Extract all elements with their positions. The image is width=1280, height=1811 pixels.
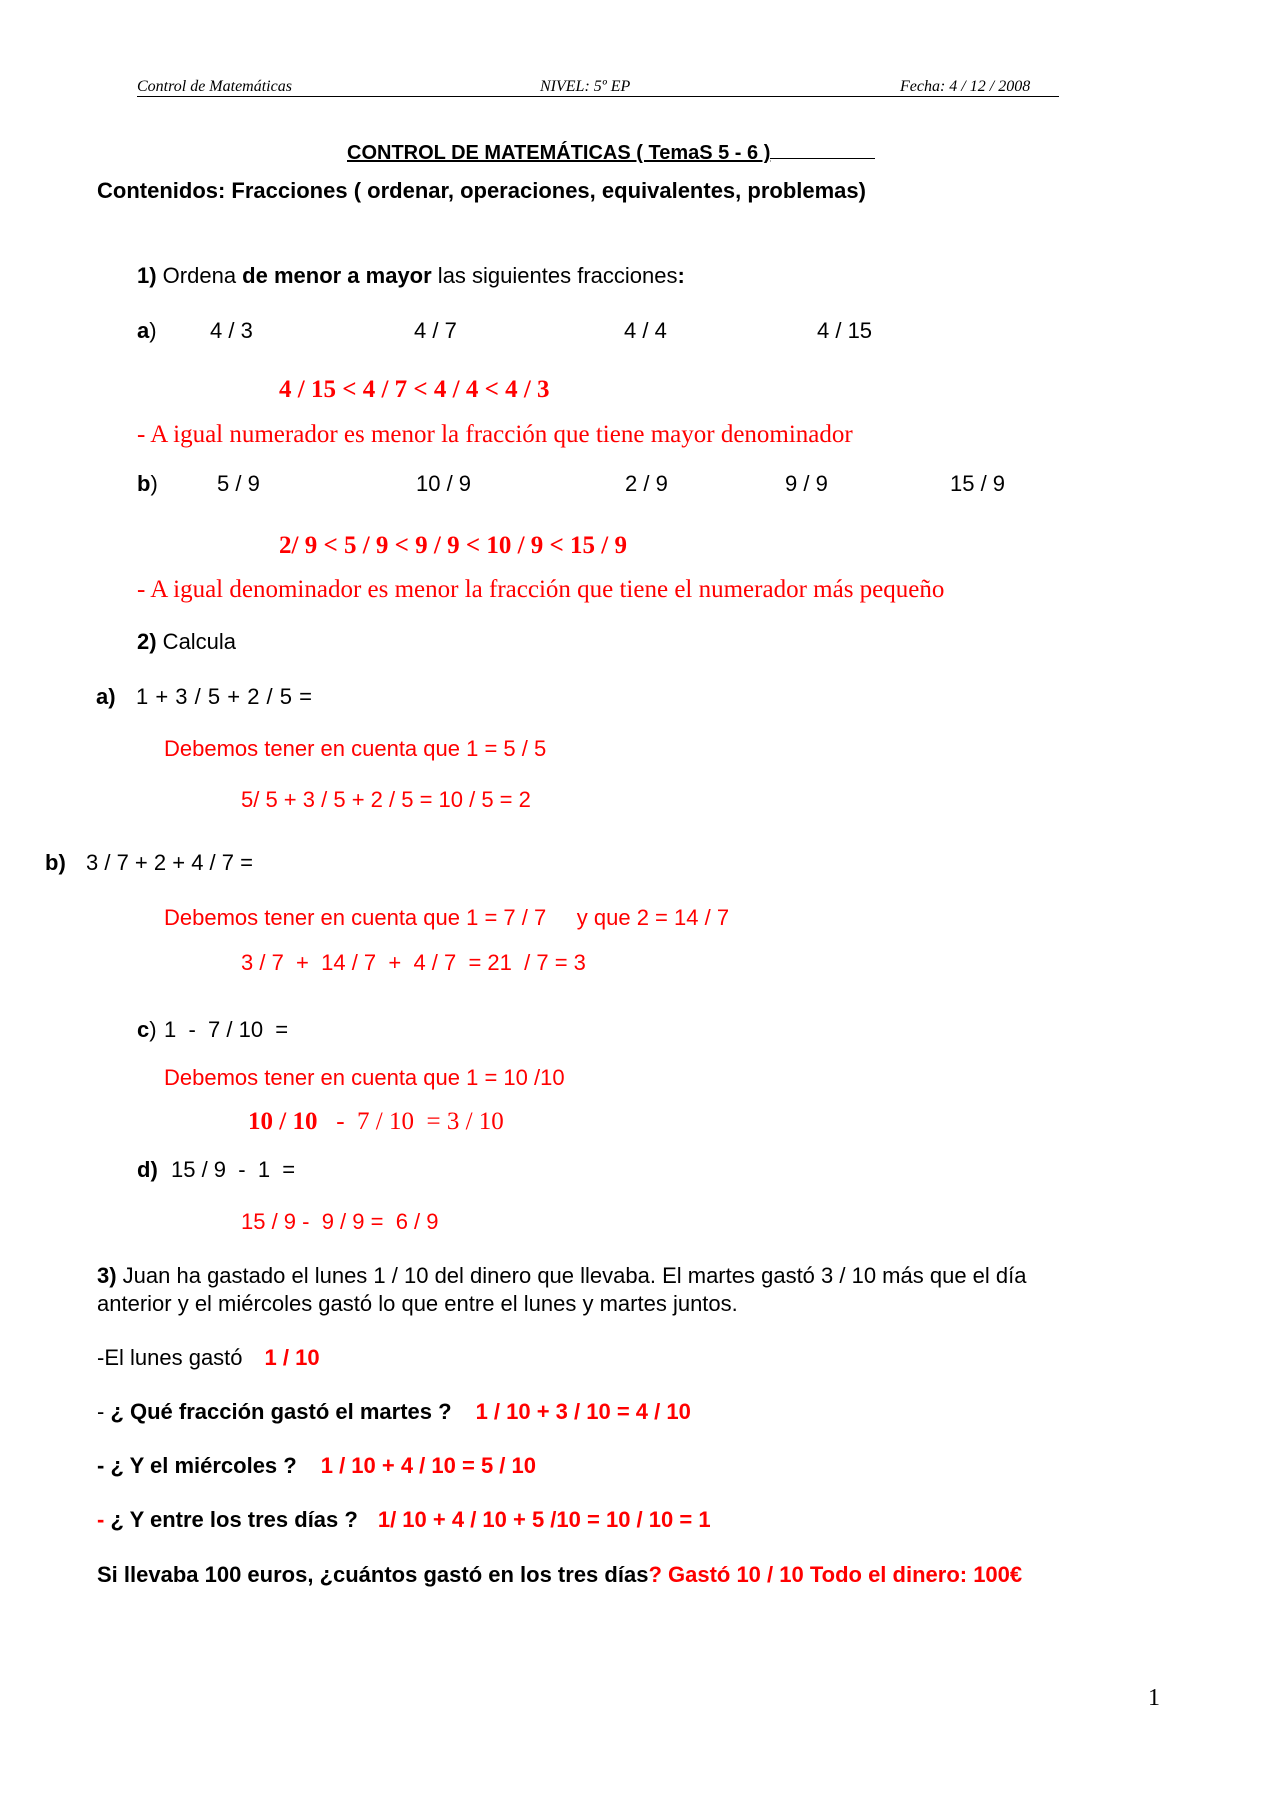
q2c-expression: 1 - 7 / 10 = bbox=[164, 1017, 289, 1042]
q2a-label: a) bbox=[96, 684, 116, 709]
q1a-paren: ) bbox=[149, 318, 157, 343]
q1b-letter: b bbox=[137, 471, 151, 496]
q2a-note: Debemos tener en cuenta que 1 = 5 / 5 bbox=[164, 736, 547, 761]
q2d-label: d) bbox=[137, 1157, 158, 1182]
q3-wednesday bbox=[97, 1453, 536, 1479]
title-text: CONTROL DE MATEMÁTICAS ( TemaS 5 - 6 ) bbox=[347, 142, 771, 164]
q2-prompt bbox=[137, 629, 236, 655]
q1-bold: de menor a mayor bbox=[242, 263, 432, 288]
q1a-note: - A igual numerador es menor la fracción que tiene mayor denominador bbox=[137, 421, 853, 448]
q3-line-1-text: Juan ha gastado el lunes 1 / 10 del dinero que llevaba. El martes gastó 3 / 10 más que el día bbox=[116, 1263, 1027, 1288]
q1b-fraction-1: 5 / 9 bbox=[217, 471, 260, 496]
q3-three-question: ¿ Y entre los tres días ? bbox=[104, 1507, 358, 1532]
q1-colon: : bbox=[677, 263, 685, 288]
q2c-label bbox=[137, 1017, 157, 1043]
q3-final-question: Si llevaba 100 euros, ¿cuántos gastó en los tres días bbox=[97, 1562, 649, 1587]
q3-tuesday-answer: 1 / 10 + 3 / 10 = 4 / 10 bbox=[475, 1399, 691, 1424]
q3-final-answer: ? Gastó 10 / 10 Todo el dinero: 100€ bbox=[648, 1562, 1023, 1587]
q2a-expression: 1 + 3 / 5 + 2 / 5 = bbox=[136, 684, 312, 709]
q1b-fraction-2: 10 / 9 bbox=[416, 471, 472, 496]
q1a-fraction-3: 4 / 4 bbox=[624, 318, 667, 343]
q1a-fraction-4: 4 / 15 bbox=[817, 318, 873, 343]
q2b-answer: 3 / 7 + 14 / 7 + 4 / 7 = 21 / 7 = 3 bbox=[241, 950, 586, 975]
q2-text: Calcula bbox=[156, 629, 237, 654]
q2d-answer: 15 / 9 - 9 / 9 = 6 / 9 bbox=[241, 1209, 439, 1234]
q2c-answer-rest: - 7 / 10 = 3 / 10 bbox=[317, 1108, 504, 1135]
q1a-letter: a bbox=[137, 318, 150, 343]
header-left: Control de Matemáticas bbox=[137, 78, 292, 95]
q2b-expression: 3 / 7 + 2 + 4 / 7 = bbox=[86, 850, 253, 875]
header-center: NIVEL: 5º EP bbox=[540, 78, 631, 95]
q3-three-dash: - bbox=[97, 1507, 105, 1532]
q2c-paren: ) bbox=[149, 1017, 157, 1042]
header-right: Fecha: 4 / 12 / 2008 bbox=[900, 78, 1031, 95]
q3-line-1 bbox=[97, 1263, 1027, 1289]
page-number: 1 bbox=[1148, 1685, 1160, 1711]
q1-number: 1) bbox=[137, 263, 157, 288]
q1-post: las siguientes fracciones bbox=[431, 263, 678, 288]
q2c-answer bbox=[248, 1108, 504, 1136]
q1a-fraction-1: 4 / 3 bbox=[210, 318, 253, 343]
q2-number: 2) bbox=[137, 629, 157, 654]
q3-final bbox=[97, 1562, 1022, 1588]
q1b-note: - A igual denominador es menor la fracción que tiene el numerador más pequeño bbox=[137, 576, 945, 603]
q2d-expression: 15 / 9 - 1 = bbox=[171, 1157, 296, 1182]
q3-number: 3) bbox=[97, 1263, 117, 1288]
q1-prompt bbox=[137, 263, 685, 289]
q1-pre: Ordena bbox=[156, 263, 243, 288]
q1b-paren: ) bbox=[150, 471, 158, 496]
document-title bbox=[347, 138, 875, 165]
q3-wednesday-answer: 1 / 10 + 4 / 10 = 5 / 10 bbox=[320, 1453, 536, 1478]
q2c-note: Debemos tener en cuenta que 1 = 10 /10 bbox=[164, 1065, 565, 1090]
q2c-answer-bold: 10 / 10 bbox=[248, 1108, 318, 1135]
q1b-fraction-3: 2 / 9 bbox=[625, 471, 668, 496]
q3-three-days bbox=[97, 1507, 711, 1533]
contents-line: Contenidos: Fracciones ( ordenar, operaciones, equivalentes, problemas) bbox=[97, 178, 866, 203]
q2a-answer: 5/ 5 + 3 / 5 + 2 / 5 = 10 / 5 = 2 bbox=[241, 787, 531, 812]
q3-tuesday-dash: - bbox=[97, 1399, 111, 1424]
q3-line-2: anterior y el miércoles gastó lo que entre el lunes y martes juntos. bbox=[97, 1291, 738, 1316]
q3-tuesday-question: ¿ Qué fracción gastó el martes ? bbox=[110, 1399, 452, 1424]
q2b-note: Debemos tener en cuenta que 1 = 7 / 7 y que 2 = 14 / 7 bbox=[164, 905, 730, 930]
q1a-answer: 4 / 15 < 4 / 7 < 4 / 4 < 4 / 3 bbox=[279, 376, 550, 403]
header-rule bbox=[137, 96, 1059, 97]
q1a-label bbox=[137, 318, 157, 344]
q1b-answer: 2/ 9 < 5 / 9 < 9 / 9 < 10 / 9 < 15 / 9 bbox=[279, 532, 627, 559]
q3-wednesday-question: - ¿ Y el miércoles ? bbox=[97, 1453, 297, 1478]
title-underline bbox=[770, 138, 875, 159]
q1b-fraction-4: 9 / 9 bbox=[785, 471, 828, 496]
q3-monday-answer: 1 / 10 bbox=[264, 1345, 320, 1370]
q1b-fraction-5: 15 / 9 bbox=[950, 471, 1006, 496]
q1a-fraction-2: 4 / 7 bbox=[414, 318, 457, 343]
q3-three-answer: 1/ 10 + 4 / 10 + 5 /10 = 10 / 10 = 1 bbox=[377, 1507, 711, 1532]
q3-monday bbox=[97, 1345, 320, 1371]
q1b-label bbox=[137, 471, 158, 497]
q2b-label: b) bbox=[45, 850, 66, 875]
q3-monday-question: -El lunes gastó bbox=[97, 1345, 243, 1370]
q3-tuesday bbox=[97, 1399, 691, 1425]
q2c-letter: c bbox=[137, 1017, 150, 1042]
